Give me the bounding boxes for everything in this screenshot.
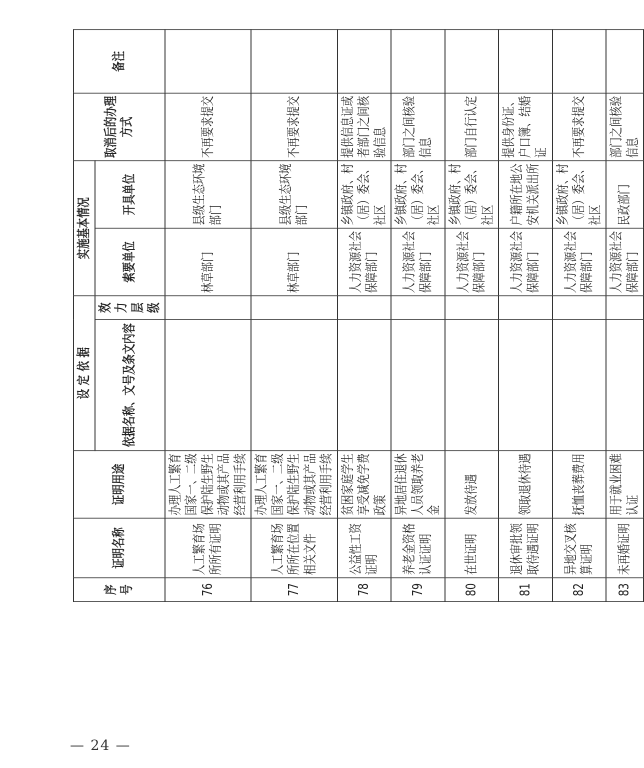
header-after: 取消后的办理方式: [74, 93, 165, 161]
row-remark: [552, 30, 606, 94]
row-provider: 民政部门: [606, 161, 644, 229]
row-basis: [165, 320, 251, 451]
row-name: 公益性工资证明: [337, 518, 391, 578]
row-remark: [165, 30, 251, 94]
row-level: [337, 296, 391, 320]
row-use: 领取退休待遇: [499, 451, 553, 519]
row-remark: [391, 30, 445, 94]
row-seq: 79: [391, 578, 445, 602]
header-remark: 备注: [74, 30, 165, 94]
table-row: [552, 30, 606, 602]
header-issuer: 索要单位: [95, 228, 165, 296]
row-provider: 乡镇政府、村（居）委会、社区: [552, 161, 606, 229]
row-level: [165, 296, 251, 320]
row-remark: [606, 30, 644, 94]
row-level: [499, 296, 553, 320]
row-after: 提供信息证或者部门之间核验信息: [337, 93, 391, 161]
header-seq: 序号: [74, 578, 165, 602]
row-basis: [337, 320, 391, 451]
row-use: 发放待遇: [445, 451, 499, 519]
header-provider: 开具单位: [95, 161, 165, 229]
row-remark: [499, 30, 553, 94]
row-seq: 76: [165, 578, 251, 602]
header-basis: 设 定 依 据: [74, 296, 95, 451]
row-basis: [251, 320, 337, 451]
row-issuer: 林草部门: [165, 228, 251, 296]
row-provider: 乡镇政府、村（居）委会、社区: [445, 161, 499, 229]
row-name: 退休审批领取待遇证明: [499, 518, 553, 578]
row-provider: 乡镇政府、村（居）委会、社区: [337, 161, 391, 229]
row-level: [391, 296, 445, 320]
row-basis: [499, 320, 553, 451]
table-header: [74, 30, 165, 602]
table-row: [445, 30, 499, 602]
row-issuer: 林草部门: [251, 228, 337, 296]
row-name: 在世证明: [445, 518, 499, 578]
row-issuer: 人力资源社会保障部门: [391, 228, 445, 296]
row-seq: 81: [499, 578, 553, 602]
row-name: 人工繁育场所所有证明: [165, 518, 251, 578]
row-seq: 78: [337, 578, 391, 602]
row-remark: [251, 30, 337, 94]
row-seq: 77: [251, 578, 337, 602]
row-level: [606, 296, 644, 320]
row-name: 养老金资格认证证明: [391, 518, 445, 578]
row-name: 未再婚证明: [606, 518, 644, 578]
table-body: [165, 30, 644, 602]
row-use: 抚恤丧葬费用: [552, 451, 606, 519]
row-provider: 县级生态环境部门: [251, 161, 337, 229]
header-basis-level: 效力层级: [95, 296, 165, 320]
row-use: 异地居住退休人员领取养老金: [391, 451, 445, 519]
row-use: 用于就业困难认证: [606, 451, 644, 519]
row-provider: 户籍所在地公安机关派出所: [499, 161, 553, 229]
row-after: 不再要求提交: [552, 93, 606, 161]
row-seq: 82: [552, 578, 606, 602]
row-basis: [552, 320, 606, 451]
row-issuer: 人力资源社会保障部门: [606, 228, 644, 296]
row-provider: 乡镇政府、村（居）委会、社区: [391, 161, 445, 229]
row-remark: [445, 30, 499, 94]
row-issuer: 人力资源社会保障部门: [445, 228, 499, 296]
row-after: 部门自行认定: [445, 93, 499, 161]
row-level: [552, 296, 606, 320]
header-impl: 实施基本情况: [74, 161, 95, 296]
row-basis: [445, 320, 499, 451]
row-level: [251, 296, 337, 320]
row-issuer: 人力资源社会保障部门: [552, 228, 606, 296]
row-use: 办理人工繁育国家一、二级保护陆生野生动物或其产品经营利用手续: [251, 451, 337, 519]
row-after: 部门之间核验信息: [391, 93, 445, 161]
row-after: 部门之间核验信息: [606, 93, 644, 161]
row-provider: 县级生态环境部门: [165, 161, 251, 229]
row-after: 不再要求提交: [165, 93, 251, 161]
row-issuer: 人力资源社会保障部门: [499, 228, 553, 296]
row-use: 办理人工繁育国家一、二级保护陆生野生动物或其产品经营利用手续: [165, 451, 251, 519]
row-basis: [391, 320, 445, 451]
header-use: 证明用途: [74, 451, 165, 519]
row-basis: [606, 320, 644, 451]
table-row: [391, 30, 445, 602]
row-after: 不再要求提交: [251, 93, 337, 161]
table-row: [499, 30, 553, 602]
row-issuer: 人力资源社会保障部门: [337, 228, 391, 296]
table-row: [606, 30, 644, 602]
certificate-table: [73, 29, 644, 602]
row-remark: [337, 30, 391, 94]
row-seq: 83: [606, 578, 644, 602]
row-after: 提供身份证、户口簿、结婚证: [499, 93, 553, 161]
page-number: — 24 —: [70, 738, 131, 754]
row-use: 贫困家庭学生享受减免学费政策: [337, 451, 391, 519]
header-name: 证明名称: [74, 518, 165, 578]
table-row: [165, 30, 251, 602]
row-name: 异地交叉核算证明: [552, 518, 606, 578]
table-row: [337, 30, 391, 602]
table-row: [251, 30, 337, 602]
row-level: [445, 296, 499, 320]
header-basis-doc: 依据名称、文号及条文内容: [95, 320, 165, 451]
row-seq: 80: [445, 578, 499, 602]
rotated-table-container: [73, 30, 641, 602]
row-name: 人工繁育场所所在位置相关文件: [251, 518, 337, 578]
